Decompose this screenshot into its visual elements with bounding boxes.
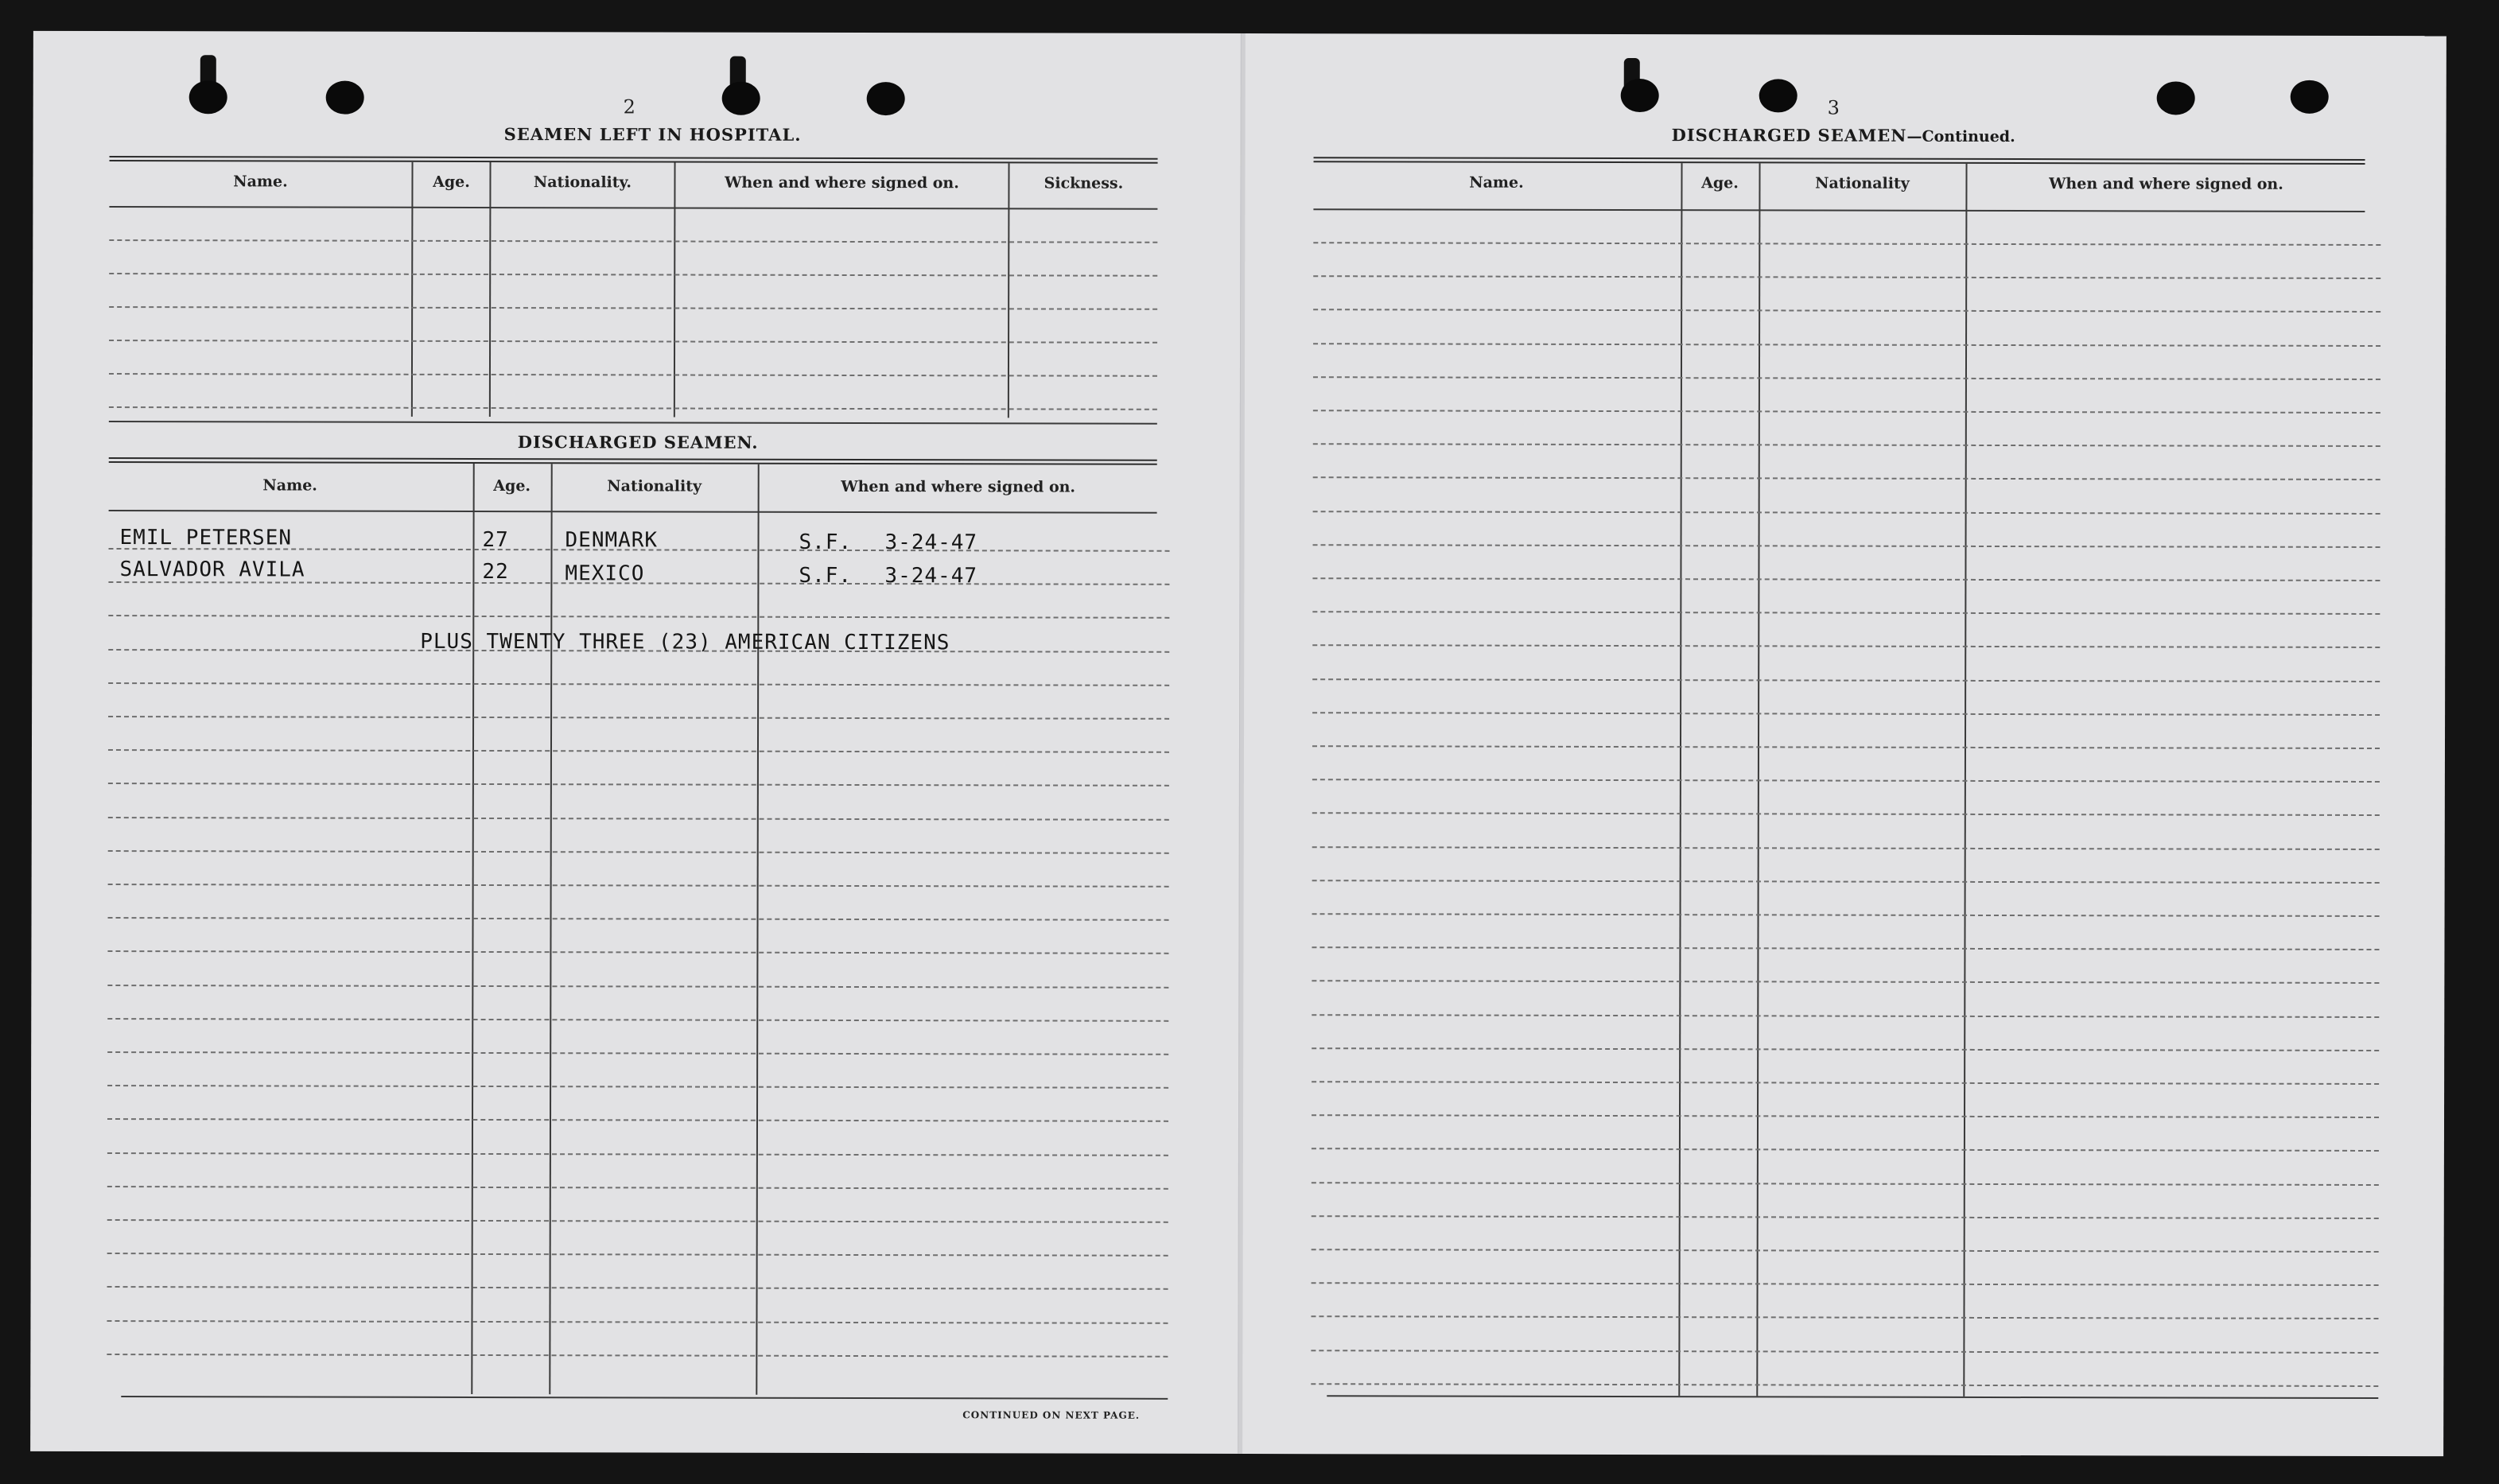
seaman-age: 22 [482, 560, 509, 585]
ruled-line [1312, 813, 2380, 817]
column-divider [411, 162, 414, 417]
ruled-line [108, 783, 1169, 787]
punch-hole [2291, 80, 2329, 114]
col-header-sickness: Sickness. [1044, 174, 1124, 192]
header-rule [109, 457, 1157, 465]
ruled-line [107, 1051, 1168, 1055]
ruled-line [1312, 712, 2380, 716]
ruled-lines-right [33, 31, 2447, 36]
ruled-line [1313, 410, 2380, 414]
ruled-line [1312, 779, 2380, 783]
ruled-line [1312, 678, 2380, 682]
ruled-line [1313, 242, 2380, 246]
punch-hole [867, 82, 905, 115]
ruled-line [107, 1320, 1168, 1324]
ruled-line [107, 1253, 1168, 1257]
punch-hole [2157, 81, 2195, 115]
col-header-signed-on: When and where signed on. [841, 477, 1076, 496]
ruled-line [109, 406, 1157, 410]
punch-hole [1621, 79, 1659, 112]
ruled-line [107, 1152, 1168, 1156]
header-rule [1314, 157, 2365, 165]
seaman-name: EMIL PETERSEN [119, 526, 293, 550]
ruled-line [1311, 1350, 2378, 1354]
ruled-line [1312, 981, 2379, 985]
ruled-line [1313, 477, 2380, 481]
ruled-line [1312, 1215, 2379, 1219]
ruled-line [107, 1186, 1168, 1190]
col-header-nationality: Nationality [1815, 174, 1910, 192]
ruled-line [109, 239, 1157, 243]
ruled-line [1313, 544, 2380, 548]
title-text: DISCHARGED SEAMEN [1671, 125, 1907, 146]
discharge-note: PLUS TWENTY THREE (23) AMERICAN CITIZENS [420, 629, 950, 655]
ruled-line [1313, 511, 2380, 515]
ruled-line [109, 340, 1157, 344]
ruled-line [109, 306, 1157, 310]
ruled-line [1312, 846, 2380, 850]
ruled-line [107, 1118, 1168, 1122]
col-header-age: Age. [493, 477, 531, 495]
ruled-line [108, 716, 1169, 720]
ruled-line [1312, 745, 2380, 749]
punch-hole [326, 81, 364, 115]
ruled-line [108, 817, 1169, 821]
col-header-signed-on: When and where signed on. [725, 173, 959, 192]
ruled-line [107, 985, 1168, 989]
column-header-rule [1313, 208, 2365, 212]
ruled-line [1312, 1282, 2379, 1286]
ruled-line [107, 1286, 1168, 1290]
signed-on-place: S.F. [799, 530, 853, 554]
ruled-line [108, 749, 1169, 753]
continued-note: CONTINUED ON NEXT PAGE. [962, 1409, 1141, 1421]
col-header-name: Name. [262, 476, 317, 495]
ruled-line [109, 273, 1157, 277]
bottom-rule [121, 1396, 1168, 1400]
ruled-line [108, 850, 1169, 854]
ruled-line [107, 1219, 1168, 1223]
document-sheet [30, 31, 2447, 1456]
ruled-line [1312, 880, 2380, 884]
ruled-line [1311, 1383, 2378, 1387]
ruled-line [1313, 309, 2380, 313]
ruled-line [1312, 913, 2380, 917]
ruled-line [107, 1085, 1168, 1089]
ruled-line [108, 615, 1169, 619]
bottom-rule [1327, 1395, 2378, 1399]
title-suffix: —Continued. [1906, 127, 2015, 146]
signed-on-place: S.F. [799, 563, 853, 588]
ruled-line [1313, 376, 2380, 380]
section-rule [109, 421, 1157, 425]
seaman-age: 27 [482, 528, 509, 553]
ruled-line [107, 1354, 1168, 1358]
ruled-line [1312, 1114, 2379, 1118]
ruled-line [107, 1018, 1168, 1022]
punch-hole [189, 80, 227, 114]
ruled-line [1312, 1081, 2379, 1085]
header-rule [110, 156, 1158, 164]
ruled-line [1312, 645, 2380, 649]
page-number: 3 [1827, 96, 1840, 119]
ruled-line [1312, 946, 2379, 950]
ruled-line [108, 884, 1169, 888]
column-divider [1008, 163, 1010, 418]
section-title-discharged: DISCHARGED SEAMEN. [517, 432, 759, 453]
ruled-line [109, 373, 1157, 377]
ruled-line [1312, 611, 2380, 615]
ruled-line [108, 917, 1169, 921]
col-header-nationality: Nationality. [533, 173, 632, 192]
ruled-line [1313, 275, 2380, 279]
column-divider [674, 163, 676, 418]
ruled-line [1311, 1316, 2378, 1320]
col-header-name: Name. [233, 173, 288, 191]
col-header-age: Age. [433, 173, 470, 191]
ruled-line [1312, 1182, 2379, 1186]
page-fold [1238, 33, 1246, 1454]
signed-on-date: 3-24-47 [884, 564, 978, 589]
col-header-signed-on: When and where signed on. [2049, 175, 2283, 193]
ruled-line [1312, 1148, 2379, 1152]
seaman-nationality: MEXICO [565, 561, 645, 586]
ruled-line [108, 682, 1169, 686]
signed-on-date: 3-24-47 [884, 530, 978, 555]
column-header-rule [109, 510, 1157, 514]
ruled-lines-discharged [33, 31, 2447, 36]
column-header-rule [109, 206, 1157, 210]
page-number: 2 [623, 95, 635, 118]
seaman-nationality: DENMARK [565, 528, 659, 553]
col-header-name: Name. [1469, 173, 1524, 192]
section-title-hospital: SEAMEN LEFT IN HOSPITAL. [503, 124, 802, 145]
seaman-name: SALVADOR AVILA [119, 557, 305, 582]
ruled-line [1312, 1047, 2379, 1051]
ruled-line [1313, 443, 2380, 447]
ruled-line [1313, 343, 2380, 347]
ruled-line [1312, 1249, 2379, 1253]
punch-hole [722, 82, 760, 115]
column-divider [489, 162, 492, 417]
ruled-line [107, 950, 1168, 954]
punch-hole [1759, 79, 1797, 112]
ruled-line [1312, 577, 2380, 581]
col-header-nationality: Nationality [607, 477, 702, 495]
section-title-discharged-continued [1672, 125, 2015, 146]
ruled-line [1312, 1014, 2379, 1018]
col-header-age: Age. [1701, 174, 1739, 192]
